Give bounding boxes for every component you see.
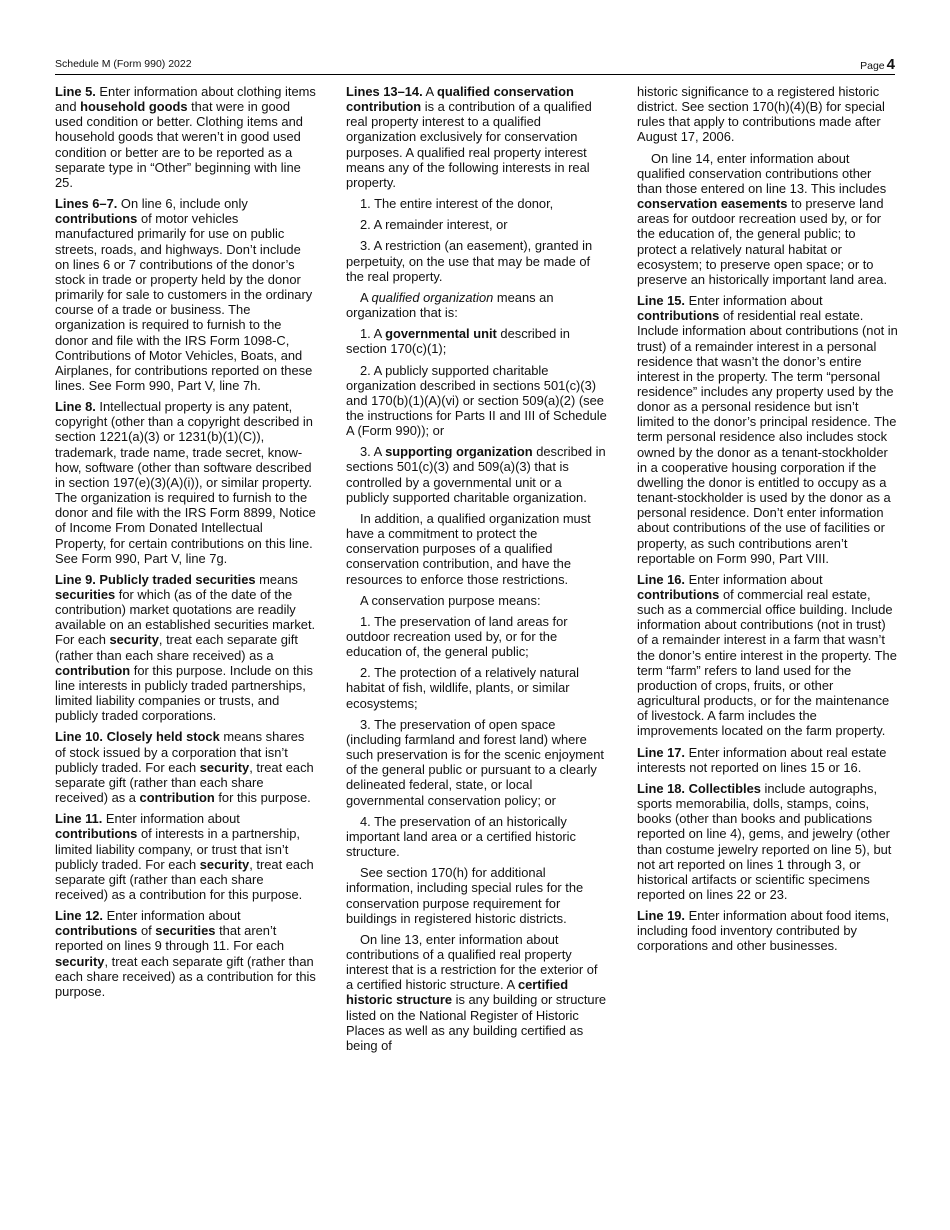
page-label: Page	[860, 60, 885, 72]
text: of motor vehicles manufactured primarily for use on public streets, roads, and highways. Don’t include on lines 6 or 7 contributions of the donor’s stock in trade or property held by the donor primarily for sale to customers in the ordinary course of a trade or business. The organization is required to furnish to the donor and file with the IRS Form 1098-C, Contributions of Motor Vehicles, Boats, and Airplanes, for contributions reported on these lines. See Form 990, Part V, line 7h.	[55, 211, 313, 393]
page-indicator	[860, 56, 895, 73]
text: 1. A	[360, 326, 386, 342]
text: that aren’t reported on lines 9 through 11. For each	[55, 923, 285, 954]
bold-term: contributions	[637, 308, 720, 324]
italic-term: qualified organization	[371, 289, 494, 305]
line-13-paragraph	[346, 932, 607, 1053]
text: On line 13, enter information about contributions of a qualified real property interest that is a restriction for the exterior of a certified historic structure. A	[346, 931, 598, 993]
bold-term: household goods	[80, 99, 188, 115]
line-title: Line 18. Collectibles	[637, 780, 761, 796]
line-18-paragraph	[637, 781, 898, 902]
text: include autographs, sports memorabilia, dolls, stamps, coins, books (other than books and publications reported on line 4), gems, and jewelry (other than costume jewelry reported on line 5), but not art reported on lines 1 through 3, or historical artifacts or scientific specimens reported on lines 22 or 23.	[637, 780, 892, 902]
text: is a contribution of a qualified real property interest to a qualified organization exclusively for conservation purposes. A qualified real property interest means any of the following interests in real property.	[346, 99, 592, 190]
lines-6-7-paragraph	[55, 196, 316, 393]
text: Enter information about food items, including food inventory contributed by corporations and other businesses.	[637, 908, 890, 954]
text: A	[422, 84, 438, 99]
conservation-purpose-intro: A conservation purpose means:	[360, 592, 541, 608]
text: that were in good used condition or better. Clothing items and household goods that weren’t in good used condition or better are to be reported as a separate type in “Other” beginning with line 25.	[55, 99, 303, 190]
line-9-paragraph	[55, 572, 316, 724]
text: for which (as of the date of the contribution) market quotations are readily available on an established securities market. For each	[55, 587, 316, 648]
line-title: Lines 13–14.	[346, 84, 423, 99]
text: is any building or structure listed on the National Register of Historic Places as well as any building certified as being of	[346, 992, 607, 1053]
text: Intellectual property is any patent, copyright (other than a copyright described in section 1221(a)(3) or 1231(b)(1)(C)), trademark, trade name, trade secret, know-how, software (other than software described in section 197(e)(3)(A)(i)), or similar property. The organization is required to furnish to the donor and file with the IRS Form 8899, Notice of Income From Donated Intellectual Property, for certain contributions on this line. See Form 990, Part V, line 7g.	[55, 399, 316, 566]
qualified-organization-intro	[346, 290, 607, 320]
line-5-paragraph	[55, 84, 316, 190]
list-item: 3. The preservation of open space (including farmland and forest land) where such preservation is for the scenic enjoyment of the general public or pursuant to a clearly delineated federal, state, or local governmental conservation policy; or	[346, 716, 604, 808]
list-item	[346, 326, 607, 356]
list-item: 1. The entire interest of the donor,	[360, 196, 554, 212]
bold-term: supporting organization	[385, 444, 533, 460]
text: described in section 170(c)(1);	[346, 326, 570, 357]
text: , treat each separate gift (rather than each share received) as a	[55, 759, 314, 806]
list-item: 2. A publicly supported charitable organization described in sections 501(c)(3) and 170(b)(1)(A)(vi) or section 509(a)(2) (see the instructions for Parts II and III of Schedule A (Form 990)); or	[346, 362, 607, 439]
line-12-paragraph	[55, 908, 316, 999]
line-title: Line 19.	[637, 908, 686, 924]
text: Enter information about	[103, 908, 241, 924]
line-16-paragraph	[637, 572, 898, 739]
text: of commercial real estate, such as a commercial office building. Include information about contributions (not in trust) of a remainder interest in a farm that wasn’t the donor’s entire interest in the property. The term “farm” refers to land used for the production of crops, fruits, or other agricultural products, or for the maintenance of livestock. A farm includes the improvements located on the farm property.	[637, 587, 897, 739]
text: , treat each separate gift (rather than each share received) as a contribution for this purpose.	[55, 856, 314, 902]
text: , treat each separate gift (rather than each share received) as a contribution for this purpose.	[55, 953, 316, 999]
bold-term: security	[109, 632, 159, 648]
page-number: 4	[886, 56, 895, 73]
text: described in sections 501(c)(3) and 509(a)(3) that is controlled by a governmental unit or a publicly supported charitable organization.	[346, 444, 606, 505]
text: of	[137, 923, 156, 939]
list-item: 2. The protection of a relatively natural habitat of fish, wildlife, plants, or similar ecosystems;	[346, 665, 580, 711]
bold-term: securities	[55, 587, 116, 602]
bold-term: contribution	[55, 662, 131, 678]
text: Enter information about	[685, 571, 823, 587]
line-title: Line 17.	[637, 744, 686, 760]
text: , treat each separate gift (rather than each share received) as a	[55, 632, 298, 663]
line-title: Line 15.	[637, 293, 686, 309]
line-title: Line 12.	[55, 908, 104, 924]
list-item: 1. The preservation of land areas for outdoor recreation used by, or for the education of, the general public;	[346, 613, 568, 660]
text: Enter information about clothing items and	[55, 84, 316, 115]
bold-term: contributions	[55, 923, 138, 939]
page-header	[55, 56, 895, 75]
bold-term: security	[199, 759, 250, 775]
line-title: Line 11.	[55, 811, 103, 827]
text: On line 14, enter information about qualified conservation contributions other than those entered on line 13. This includes	[637, 150, 887, 196]
line-title: Lines 6–7.	[55, 196, 118, 212]
bold-term: certified historic structure	[346, 977, 569, 1008]
line-19-paragraph	[637, 908, 898, 953]
text: means shares of stock issued by a corporation that isn’t publicly traded. For each	[55, 729, 305, 775]
text: for this purpose.	[214, 790, 311, 806]
bold-term: conservation easements	[637, 196, 788, 212]
list-item: 3. A restriction (an easement), granted in perpetuity, on the use that may be made of the real property.	[346, 238, 593, 284]
see-section-paragraph: See section 170(h) for additional information, including special rules for the conservation purpose requirement for buildings in registered historic districts.	[346, 865, 584, 926]
column-right	[637, 84, 898, 960]
text: A	[360, 289, 372, 305]
form-title: Schedule M (Form 990) 2022	[55, 58, 192, 70]
text: means	[255, 571, 298, 587]
addition-paragraph: In addition, a qualified organization must have a commitment to protect the conservation purposes of a qualified conservation contribution, and have the resources to enforce those restrictions.	[346, 510, 591, 587]
text: means an organization that is:	[346, 289, 554, 321]
text: On line 6, include only	[117, 196, 248, 212]
bold-term: contributions	[55, 211, 138, 227]
bold-term: securities	[155, 923, 216, 939]
line-title: Line 10. Closely held stock	[55, 729, 220, 745]
bold-term: security	[55, 953, 105, 969]
text: to preserve land areas for outdoor recreation used by, or for the education of, the general public; to protect a relatively natural habitat or ecosystem; to preserve open space; or to preserve an historically important land area.	[637, 196, 888, 287]
line-title: Line 9. Publicly traded securities	[55, 571, 256, 587]
line-title: Line 16.	[637, 571, 686, 587]
text: Enter information about	[102, 811, 240, 827]
column-middle	[346, 84, 607, 1059]
line-8-paragraph	[55, 399, 316, 566]
text: for this purpose. Include on this line interests in publicly traded partnerships, limited liability companies or trusts, and publicly traded corporations.	[55, 662, 313, 724]
bold-term: contribution	[139, 790, 215, 806]
column-left	[55, 84, 316, 1005]
text: of residential real estate. Include information about contributions (not in trust) of a remainder interest in a personal residence that wasn’t the donor’s entire interest in the property. The term “personal residence” includes any property used by the donor as a personal residence but isn’t limited to the donor’s principal residence. The term personal residence also includes stock owned by the donor as a tenant-stockholder in a cooperative housing corporation if the dwelling the donor is entitled to occupy as a tenant-stockholder is used by the donor as a personal residence. Don’t enter information about contributions of the use of facilities or property, as such contributions aren’t reportable on Form 990, Part VIII.	[637, 308, 898, 566]
text: Enter information about real estate interests not reported on lines 15 or 16.	[637, 744, 887, 775]
lines-13-14-paragraph	[346, 84, 607, 190]
line-11-paragraph	[55, 811, 316, 902]
bold-term: governmental unit	[385, 326, 497, 342]
list-item	[346, 444, 607, 505]
line-title: Line 5.	[55, 84, 96, 99]
line-14-paragraph	[637, 151, 898, 287]
text: of interests in a partnership, limited liability company, or trust that isn’t publicly traded. For each	[55, 826, 301, 872]
text: 3. A	[360, 444, 386, 460]
line-title: Line 8.	[55, 399, 96, 415]
bold-term: security	[199, 856, 250, 872]
bold-term: qualified conservation contribution	[346, 84, 574, 115]
bold-term: contributions	[637, 587, 720, 602]
list-item: 4. The preservation of an historically important land area or a certified historic structure.	[346, 813, 576, 860]
bold-term: contributions	[55, 826, 138, 842]
continuation-paragraph: historic significance to a registered historic district. See section 170(h)(4)(B) for special rules that apply to contributions made after August 17, 2006.	[637, 84, 885, 145]
line-15-paragraph	[637, 293, 898, 566]
text: Enter information about	[685, 293, 823, 309]
line-17-paragraph	[637, 745, 898, 775]
line-10-paragraph	[55, 729, 316, 805]
list-item: 2. A remainder interest, or	[360, 217, 508, 233]
